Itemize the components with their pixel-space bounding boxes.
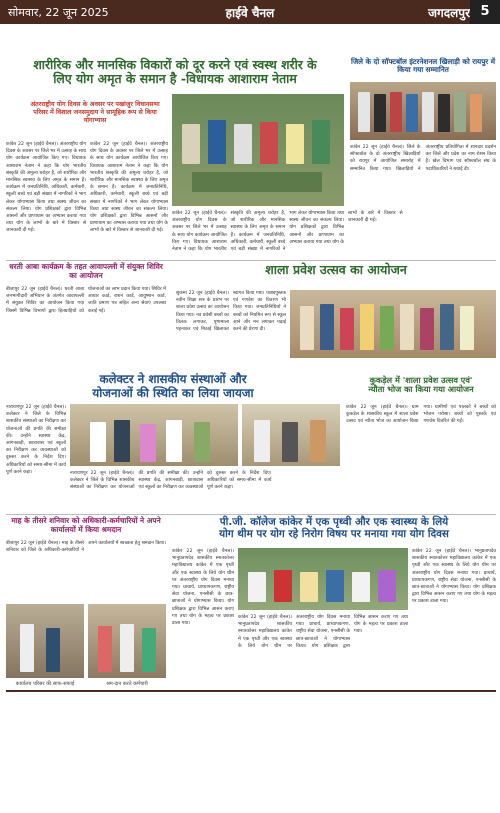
school-photo xyxy=(290,290,496,358)
pg-college-headline xyxy=(172,517,496,541)
page-number: 5 xyxy=(470,0,500,24)
lead-subhead: अंतरराष्ट्रीय योग दिवस के अवसर पर पखांजुर विधानसभा परिसर में विशाल जनसमुदाय ने सामूहिक रूप से किया योगाभ्यास xyxy=(30,101,160,124)
softball-headline: जिले के दो सॉफ्टबॉल इंटरनेशनल खिलाड़ी को रायपुर में किया गया सम्मानित xyxy=(350,57,496,75)
school-body-a: सुकमा 22 जून (हाईवे चैनल)। नवीन शिक्षा सत्र के प्रारंभ पर शाला प्रवेश उत्सव का आयोजन किया गया। नव प्रवेशी बच्चों का तिलक लगाकर, पुष्पमाला पहनाकर एवं मिठाई खिलाकर स्वागत किया गया। पाठ्यपुस्तक एवं गणवेश का वितरण भी किया गया। जनप्रतिनिधियों ने बच्चों को नियमित रूप से स्कूल आने और मन लगाकर पढ़ाई करने की प्रेरणा दी। xyxy=(176,291,286,333)
camp-body: बीजापुर 22 जून (हाईवे चैनल)। धरती आबा जनभागीदारी अभियान के अंतर्गत आवापल्ली में संयुक्त शिविर का आयोजन किया गया जिसमें विभिन्न विभागों द्वारा हितग्राहियों को योजनाओं का लाभ प्रदान किया गया। शिविर में आधार कार्ड, राशन कार्ड, आयुष्मान कार्ड, जाति प्रमाण पत्र सहित अन्य सेवाएं उपलब्ध कराई गईं। xyxy=(6,287,166,314)
yoga-photo xyxy=(172,94,344,206)
collector-photo-1 xyxy=(70,404,238,466)
shramdaan-caption-2: श्रम-दान करते कर्मचारी xyxy=(106,681,148,687)
paper-name: हाईवे चैनल xyxy=(225,5,275,20)
pg-college-body-col-2: कांकेर 22 जून (हाईवे चैनल)। भानुप्रतापदेव शासकीय स्नातकोत्तर महाविद्यालय कांकेर में एक पृथ्वी और एक स्वास्थ्य के लिये योग थीम पर अंतरराष्ट्रीय योग दिवस मनाया गया। प्राचार्य, प्राध्यापकगण, राष्ट्रीय सेवा योजना, एनसीसी के छात्र-छात्राओं ने योगाभ्यास किया। योग प्रशिक्षक द्वारा विभिन्न आसन कराए गए तथा योग के महत्व पर प्रकाश डाला गया। xyxy=(238,615,408,649)
collector-body-col-2: नारायणपुर 22 जून (हाईवे चैनल)। कलेक्टर ने जिले के विभिन्न शासकीय संस्थाओं का निरीक्षण कर योजनाओं की प्रगति की समीक्षा की। उन्होंने स्वास्थ्य केंद्र, आंगनबाड़ी, छात्रावास एवं स्कूलों का निरीक्षण कर व्यवस्थाओं को दुरुस्त करने के निर्देश दिए। अधिकारियों को समय-सीमा में कार्य पूर्ण करने कहा। xyxy=(70,471,272,491)
softball-body: कांकेर 22 जून (हाईवे चैनल)। जिले के सॉफ्टबॉल के दो अंतरराष्ट्रीय खिलाड़ियों को रायपुर में आयोजित समारोह में सम्मानित किया गया। खिलाड़ियों ने अंतरराष्ट्रीय प्रतियोगिता में शानदार प्रदर्शन कर जिले और प्रदेश का नाम रोशन किया है। खेल विभाग एवं सॉफ्टबॉल संघ के पदाधिकारियों ने बधाई दी। xyxy=(350,145,496,172)
collector-headline xyxy=(6,373,340,400)
lead-headline xyxy=(6,58,344,87)
shramdaan-headline: माह के तीसरे शनिवार को अधिकारी-कर्मचारियों ने अपने कार्यालयों में किया श्रमदान xyxy=(11,516,161,534)
pg-college-headline-line-1: पी.जी. कॉलेज कांकेर में एक पृथ्वी और एक स्वास्थ्य के लिये xyxy=(219,516,449,528)
masthead xyxy=(0,0,500,24)
camp-headline: धरती आबा कार्यक्रम के तहत आवापल्ली में संयुक्त शिविर का आयोजन xyxy=(9,262,163,280)
shramdaan-caption-1: कार्यालय परिसर की साफ-सफाई xyxy=(15,681,75,687)
school-headline: शाला प्रवेश उत्सव का आयोजन xyxy=(265,262,407,277)
issue-date: सोमवार, 22 जून 2025 xyxy=(8,5,109,19)
lead-body-col-3: कांकेर 22 जून (हाईवे चैनल)। अंतरराष्ट्रीय योग दिवस के अवसर पर जिले भर में उत्साह के साथ योग कार्यक्रम आयोजित किए गए। विधायक आशाराम नेताम ने कहा कि योग भारतीय संस्कृति की अमूल्य धरोहर है, जो शारीरिक और मानसिक स्वास्थ्य के लिए अमृत के समान है। कार्यक्रम में जनप्रतिनिधि, अधिकारी, कर्मचारी, स्कूली बच्चे एवं बड़ी संख्या में नागरिकों ने भाग लेकर योगाभ्यास किया तथा स्वस्थ जीवन का संकल्प लिया। योग प्रशिक्षकों द्वारा विभिन्न आसनों और प्राणायाम का अभ्यास कराया गया तथा योग के लाभों के बारे में विस्तार से जानकारी दी गई। xyxy=(172,211,403,253)
shramdaan-photo-1 xyxy=(6,604,84,678)
shramdaan-photo-2 xyxy=(88,604,166,678)
lead-body-col-2: कांकेर 22 जून (हाईवे चैनल)। अंतरराष्ट्रीय योग दिवस के अवसर पर जिले भर में उत्साह के साथ योग कार्यक्रम आयोजित किए गए। विधायक आशाराम नेताम ने कहा कि योग भारतीय संस्कृति की अमूल्य धरोहर है, जो शारीरिक और मानसिक स्वास्थ्य के लिए अमृत के समान है। कार्यक्रम में जनप्रतिनिधि, अधिकारी, कर्मचारी, स्कूली बच्चे एवं बड़ी संख्या में नागरिकों ने भाग लेकर योगाभ्यास किया तथा स्वस्थ जीवन का संकल्प लिया। योग प्रशिक्षकों द्वारा विभिन्न आसनों और प्राणायाम का अभ्यास कराया गया तथा योग के लाभों के बारे में विस्तार से जानकारी दी गई। xyxy=(90,142,168,234)
lead-body-col-1: कांकेर 22 जून (हाईवे चैनल)। अंतरराष्ट्रीय योग दिवस के अवसर पर जिले भर में उत्साह के साथ योग कार्यक्रम आयोजित किए गए। विधायक आशाराम नेताम ने कहा कि योग भारतीय संस्कृति की अमूल्य धरोहर है, जो शारीरिक और मानसिक स्वास्थ्य के लिए अमृत के समान है। कार्यक्रम में जनप्रतिनिधि, अधिकारी, कर्मचारी, स्कूली बच्चे एवं बड़ी संख्या में नागरिकों ने भाग लेकर योगाभ्यास किया तथा स्वस्थ जीवन का संकल्प लिया। योग प्रशिक्षकों द्वारा विभिन्न आसनों और प्राणायाम का अभ्यास कराया गया तथा योग के लाभों के बारे में विस्तार से जानकारी दी गई। xyxy=(6,142,86,234)
collector-body-col-1: नारायणपुर 22 जून (हाईवे चैनल)। कलेक्टर ने जिले के विभिन्न शासकीय संस्थाओं का निरीक्षण कर योजनाओं की प्रगति की समीक्षा की। उन्होंने स्वास्थ्य केंद्र, आंगनबाड़ी, छात्रावास एवं स्कूलों का निरीक्षण कर व्यवस्थाओं को दुरुस्त करने के निर्देश दिए। अधिकारियों को समय-सीमा में कार्य पूर्ण करने कहा। xyxy=(6,405,66,475)
collector-headline-line-1: कलेक्टर ने शासकीय संस्थाओं और xyxy=(99,372,247,386)
kukdel-body: कांकेर 22 जून (हाईवे चैनल)। ग्राम कुकड़ेल के शासकीय स्कूल में शाला प्रवेश उत्सव एवं न्यौता भोज का आयोजन किया गया। ग्रामीणों एवं पालकों ने बच्चों को भोजन परोसा। बच्चों को पुस्तकें एवं गणवेश वितरित की गईं। xyxy=(346,405,496,425)
pg-college-photo xyxy=(238,548,408,610)
pg-college-body-col-1: कांकेर 22 जून (हाईवे चैनल)। भानुप्रतापदेव शासकीय स्नातकोत्तर महाविद्यालय कांकेर में एक पृथ्वी और एक स्वास्थ्य के लिये योग थीम पर अंतरराष्ट्रीय योग दिवस मनाया गया। प्राचार्य, प्राध्यापकगण, राष्ट्रीय सेवा योजना, एनसीसी के छात्र-छात्राओं ने योगाभ्यास किया। योग प्रशिक्षक द्वारा विभिन्न आसन कराए गए तथा योग के महत्व पर प्रकाश डाला गया। xyxy=(172,549,234,627)
pg-college-headline-line-2: योग थीम पर योग रहे निरोग विषय पर मनाया गया योग दिवस xyxy=(219,527,449,540)
pg-college-body-col-3: कांकेर 22 जून (हाईवे चैनल)। भानुप्रतापदेव शासकीय स्नातकोत्तर महाविद्यालय कांकेर में एक पृथ्वी और एक स्वास्थ्य के लिये योग थीम पर अंतरराष्ट्रीय योग दिवस मनाया गया। प्राचार्य, प्राध्यापकगण, राष्ट्रीय सेवा योजना, एनसीसी के छात्र-छात्राओं ने योगाभ्यास किया। योग प्रशिक्षक द्वारा विभिन्न आसन कराए गए तथा योग के महत्व पर प्रकाश डाला गया। xyxy=(412,549,496,605)
kukdel-headline-line-2: न्यौता भोज का किया गया आयोजन xyxy=(368,384,474,395)
shramdaan-body: बीजापुर 22 जून (हाईवे चैनल)। माह के तीसरे शनिवार को जिले के अधिकारी-कर्मचारियों ने अपने कार्यालयों में स्वच्छता हेतु श्रमदान किया। xyxy=(6,541,166,554)
collector-photo-2 xyxy=(242,404,340,466)
collector-headline-line-2: योजनाओं की स्थिति का लिया जायजा xyxy=(92,385,254,400)
edition-city: जगदलपुर xyxy=(428,5,470,20)
lead-headline-line-2: लिए योग अमृत के समान है -विधायक आशाराम नेताम xyxy=(53,71,297,87)
softball-photo xyxy=(350,82,496,140)
lead-headline-line-1: शारीरिक और मानसिक विकारों को दूर करने एवं स्वस्थ शरीर के xyxy=(33,57,317,72)
kukdel-headline xyxy=(346,376,496,395)
kukdel-headline-line-1: कुकड़ेल में 'शाला प्रवेश उत्सव एवं' xyxy=(369,375,473,385)
